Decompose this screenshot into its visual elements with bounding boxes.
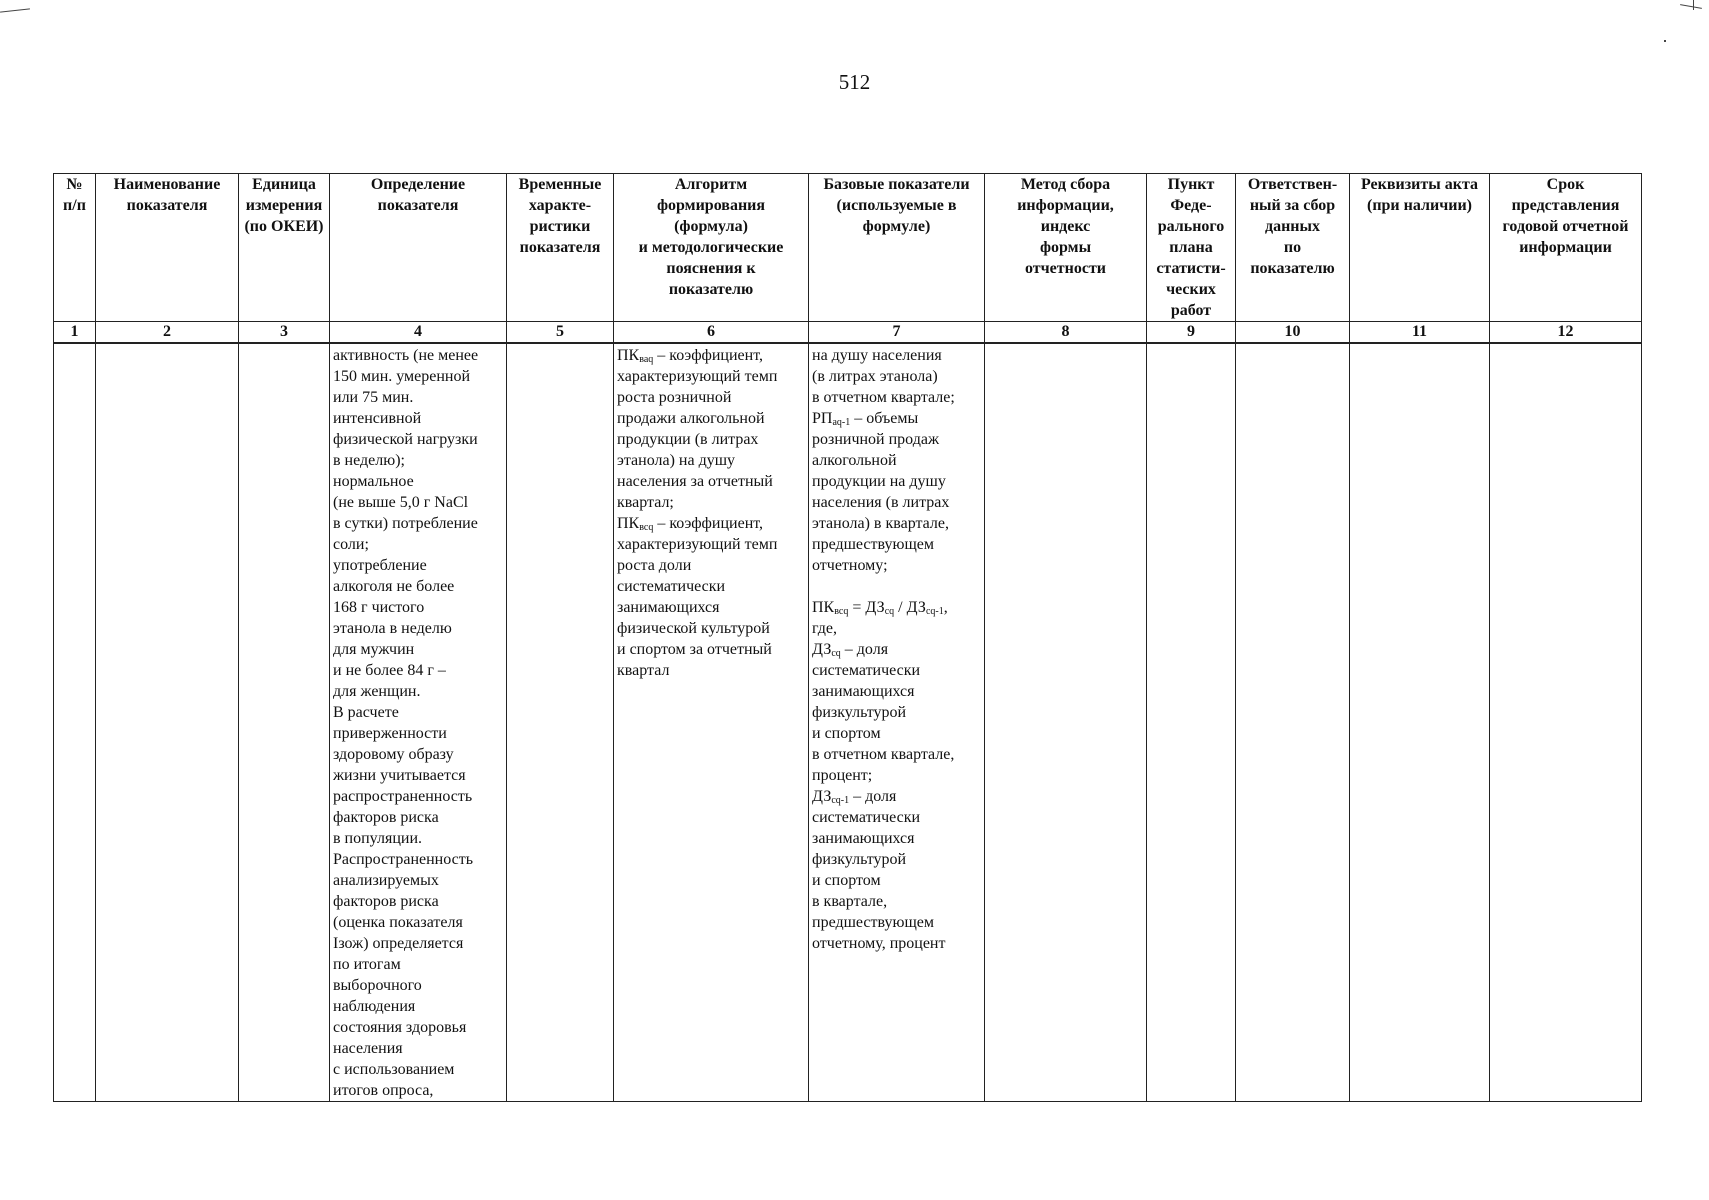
definition-text-line: приверженности xyxy=(333,725,447,742)
text-run: на душу населения xyxy=(812,347,942,364)
definition-text-line: для женщин. xyxy=(333,683,421,700)
definition-text-line: итогов опроса, xyxy=(333,1082,434,1099)
base-indicator-text-line xyxy=(812,513,982,534)
header-text-line: (при наличии) xyxy=(1366,197,1472,214)
scan-edge-mark xyxy=(0,8,30,12)
header-cell-definition xyxy=(330,174,507,322)
header-text-line: Пункт xyxy=(1167,176,1215,193)
header-text-line: формирования xyxy=(656,197,766,214)
cell-method xyxy=(985,343,1147,1102)
algorithm-text-line xyxy=(617,513,806,534)
algorithm-text-line xyxy=(617,408,806,429)
header-text-line: Алгоритм xyxy=(674,176,748,193)
text-run: в отчетном квартале, xyxy=(812,746,955,763)
definition-text-line: в популяции. xyxy=(333,830,423,847)
header-text-line: Наименование xyxy=(113,176,221,193)
text-run: систематически xyxy=(812,809,921,826)
definition-text-line: Распространенность xyxy=(333,851,474,868)
column-number: 5 xyxy=(507,322,614,344)
cell-num xyxy=(54,343,96,1102)
definition-text-line: 150 мин. умеренной xyxy=(333,368,471,385)
text-run: = ДЗ xyxy=(848,599,885,616)
header-cell-base-indicators xyxy=(809,174,985,322)
text-run: занимающихся xyxy=(617,599,720,616)
header-text-line: ческих xyxy=(1166,281,1216,298)
subscript: аq-1 xyxy=(832,417,851,428)
column-number: 6 xyxy=(614,322,809,344)
column-number: 2 xyxy=(96,322,239,344)
header-text-line: по xyxy=(1283,239,1302,256)
definition-text-line: в сутки) потребление xyxy=(333,515,478,532)
header-cell-plan-item xyxy=(1147,174,1236,322)
cell-deadline xyxy=(1490,343,1642,1102)
definition-text-line: употребление xyxy=(333,557,427,574)
header-row xyxy=(54,174,1642,322)
text-run: физической культурой xyxy=(617,620,770,637)
subscript: сq-1 xyxy=(925,606,944,617)
definition-text-line: этанола в неделю xyxy=(333,620,452,637)
header-text-line: измерения xyxy=(245,197,323,214)
column-number: 4 xyxy=(330,322,507,344)
base-indicator-text-line xyxy=(812,849,982,870)
base-indicator-text-line xyxy=(812,597,982,618)
column-number: 1 xyxy=(54,322,96,344)
scan-edge-mark xyxy=(1680,4,1702,9)
header-cell-method xyxy=(985,174,1147,322)
definition-text-line: анализируемых xyxy=(333,872,439,889)
text-run: населения за отчетный xyxy=(617,473,773,490)
cell-unit xyxy=(239,343,330,1102)
definition-text-line: факторов риска xyxy=(333,809,439,826)
text-run: и спортом за отчетный xyxy=(617,641,772,658)
header-text-line: Ответствен- xyxy=(1247,176,1338,193)
base-indicator-text-line xyxy=(812,639,982,660)
definition-text-line: нормальное xyxy=(333,473,414,490)
scan-speck xyxy=(1664,40,1666,42)
definition-text-line: или 75 мин. xyxy=(333,389,414,406)
text-run: РП xyxy=(812,410,833,427)
base-indicator-text-line xyxy=(812,828,982,849)
base-indicator-text-line xyxy=(812,765,982,786)
definition-text-line: (не выше 5,0 г NaCl xyxy=(333,494,469,511)
text-run: ДЗ xyxy=(812,641,832,658)
header-text-line: и методологические xyxy=(638,239,784,256)
definition-text-line: и не более 84 г – xyxy=(333,662,446,679)
definition-text-line: наблюдения xyxy=(333,998,416,1015)
header-text-line: показателя xyxy=(126,197,208,214)
cell-act-details xyxy=(1350,343,1490,1102)
base-indicator-text-line xyxy=(812,429,982,450)
text-run: занимающихся xyxy=(812,830,915,847)
base-indicator-text-line xyxy=(812,744,982,765)
header-text-line: (формула) xyxy=(674,218,748,235)
text-run: характеризующий темп xyxy=(617,368,778,385)
header-text-line: представления xyxy=(1511,197,1620,214)
base-indicator-text-line xyxy=(812,786,982,807)
definition-text-line: с использованием xyxy=(333,1061,455,1078)
header-text-line: ристики xyxy=(529,218,591,235)
text-run: населения (в литрах xyxy=(812,494,950,511)
header-cell-responsible xyxy=(1236,174,1350,322)
text-run: отчетному, процент xyxy=(812,935,946,952)
definition-text-line: активность (не менее xyxy=(333,347,479,364)
text-run: где, xyxy=(812,620,838,637)
base-indicator-text-line xyxy=(812,681,982,702)
cell-responsible xyxy=(1236,343,1350,1102)
cell-plan-item xyxy=(1147,343,1236,1102)
text-run: квартал xyxy=(617,662,670,679)
definition-text-line: распространенность xyxy=(333,788,473,805)
base-indicator-text-line xyxy=(812,387,982,408)
text-run: ПК xyxy=(617,515,640,532)
text-run: продукции (в литрах xyxy=(617,431,759,448)
text-run: и спортом xyxy=(812,872,881,889)
base-indicator-text-line xyxy=(812,408,982,429)
column-number: 7 xyxy=(809,322,985,344)
text-run: этанола) в квартале, xyxy=(812,515,949,532)
column-number-row xyxy=(54,322,1642,344)
header-text-line: показателя xyxy=(377,197,459,214)
definition-text-line: физической нагрузки xyxy=(333,431,478,448)
text-run: ПК xyxy=(812,599,835,616)
text-run: систематически xyxy=(812,662,921,679)
header-text-line: показателю xyxy=(668,281,754,298)
text-run: предшествующем xyxy=(812,536,935,553)
column-number: 10 xyxy=(1236,322,1350,344)
text-run: – коэффициент, xyxy=(653,347,763,364)
base-indicator-text-line xyxy=(812,618,982,639)
header-text-line: работ xyxy=(1170,302,1212,319)
header-text-line: информации, xyxy=(1017,197,1114,214)
header-cell-time xyxy=(507,174,614,322)
subscript: ваq xyxy=(639,354,654,365)
text-run: – коэффициент, xyxy=(653,515,764,532)
header-cell-num xyxy=(54,174,96,322)
header-text-line: № xyxy=(66,176,83,193)
text-run: занимающихся xyxy=(812,683,915,700)
header-text-line: Срок xyxy=(1546,176,1585,193)
text-run: – объемы xyxy=(850,410,919,427)
header-text-line: индекс xyxy=(1040,218,1091,235)
column-number: 8 xyxy=(985,322,1147,344)
text-run: (в литрах этанола) xyxy=(812,368,938,385)
algorithm-text-line xyxy=(617,345,806,366)
header-text-line: Феде- xyxy=(1170,197,1212,214)
header-text-line: Определение xyxy=(370,176,466,193)
subscript: всq xyxy=(834,606,849,617)
text-run: ПК xyxy=(617,347,640,364)
base-indicator-text-line xyxy=(812,471,982,492)
header-text-line: Метод сбора xyxy=(1020,176,1111,193)
header-text-line: годовой отчетной xyxy=(1502,218,1629,235)
header-text-line: показателю xyxy=(1250,260,1335,277)
header-text-line: Базовые показатели xyxy=(823,176,970,193)
header-cell-deadline xyxy=(1490,174,1642,322)
base-indicator-text-line xyxy=(812,366,982,387)
algorithm-text-line xyxy=(617,492,806,513)
text-run: роста доли xyxy=(617,557,692,574)
text-run: этанола) на душу xyxy=(617,452,736,469)
cell-name xyxy=(96,343,239,1102)
text-run: / ДЗ xyxy=(894,599,926,616)
algorithm-text-line xyxy=(617,534,806,555)
header-text-line: показателя xyxy=(519,239,601,256)
header-text-line: данных xyxy=(1264,218,1321,235)
header-text-line: рального xyxy=(1157,218,1225,235)
definition-text-line: по итогам xyxy=(333,956,401,973)
text-run: предшествующем xyxy=(812,914,935,931)
text-run: физкультурой xyxy=(812,704,907,721)
text-run: – доля xyxy=(840,641,889,658)
definition-text-line: состояния здоровья xyxy=(333,1019,467,1036)
header-text-line: статисти- xyxy=(1156,260,1226,277)
column-number: 9 xyxy=(1147,322,1236,344)
header-cell-act-details xyxy=(1350,174,1490,322)
text-run: физкультурой xyxy=(812,851,907,868)
base-indicator-text-line xyxy=(812,555,982,576)
header-text-line: (используемые в xyxy=(836,197,957,214)
algorithm-text-line xyxy=(617,429,806,450)
scan-edge-mark xyxy=(1693,0,1694,10)
algorithm-text-line xyxy=(617,618,806,639)
column-number: 11 xyxy=(1350,322,1490,344)
column-number: 3 xyxy=(239,322,330,344)
definition-text-line: в неделю); xyxy=(333,452,405,469)
base-indicator-text-line xyxy=(812,870,982,891)
header-text-line: пояснения к xyxy=(666,260,756,277)
header-text-line: формуле) xyxy=(862,218,931,235)
definition-text-line: 168 г чистого xyxy=(333,599,425,616)
header-text-line: ный за сбор xyxy=(1249,197,1336,214)
definition-text-line: для мужчин xyxy=(333,641,415,658)
algorithm-text-line xyxy=(617,471,806,492)
cell-definition xyxy=(330,343,507,1102)
header-cell-algorithm xyxy=(614,174,809,322)
base-indicator-text-line xyxy=(812,702,982,723)
text-run: отчетному; xyxy=(812,557,888,574)
header-text-line: информации xyxy=(1519,239,1612,256)
subscript: сq xyxy=(831,648,841,659)
definition-text-line: Iзож) определяется xyxy=(333,935,464,952)
algorithm-text-line xyxy=(617,660,806,681)
header-cell-name xyxy=(96,174,239,322)
base-indicator-text-line xyxy=(812,912,982,933)
cell-time xyxy=(507,343,614,1102)
table-row xyxy=(54,343,1642,1102)
text-run: процент; xyxy=(812,767,873,784)
base-indicator-text-line xyxy=(812,723,982,744)
algorithm-text-line xyxy=(617,639,806,660)
header-text-line: отчетности xyxy=(1024,260,1107,277)
text-run: , xyxy=(943,599,948,616)
text-run: и спортом xyxy=(812,725,881,742)
text-run: роста розничной xyxy=(617,389,732,406)
subscript: всq xyxy=(639,522,654,533)
definition-text-line: соли; xyxy=(333,536,369,553)
text-run: в квартале, xyxy=(812,893,888,910)
definition-text-line: факторов риска xyxy=(333,893,439,910)
header-cell-unit xyxy=(239,174,330,322)
text-run: алкогольной xyxy=(812,452,897,469)
definition-text-line: выборочного xyxy=(333,977,422,994)
header-text-line: Реквизиты акта xyxy=(1360,176,1478,193)
header-text-line: характе- xyxy=(528,197,592,214)
algorithm-text-line xyxy=(617,366,806,387)
header-text-line: Временные xyxy=(518,176,602,193)
definition-text-line: населения xyxy=(333,1040,403,1057)
subscript: сq xyxy=(884,606,895,617)
header-text-line: (по ОКЕИ) xyxy=(244,218,324,235)
definition-text-line: В расчете xyxy=(333,704,399,721)
base-indicator-text-line xyxy=(812,345,982,366)
algorithm-text-line xyxy=(617,387,806,408)
definition-text-line: здоровому образу xyxy=(333,746,454,763)
text-run: систематически xyxy=(617,578,726,595)
base-indicator-text-line xyxy=(812,450,982,471)
algorithm-text-line xyxy=(617,597,806,618)
algorithm-text-line xyxy=(617,555,806,576)
header-text-line: Единица xyxy=(252,176,316,193)
algorithm-text-line xyxy=(617,450,806,471)
base-indicator-text-line xyxy=(812,807,982,828)
text-run: продажи алкогольной xyxy=(617,410,765,427)
base-indicator-text-line xyxy=(812,891,982,912)
header-text-line: формы xyxy=(1039,239,1092,256)
algorithm-text-line xyxy=(617,576,806,597)
header-text-line: п/п xyxy=(63,197,86,214)
text-run: ДЗ xyxy=(812,788,832,805)
header-text-line: плана xyxy=(1169,239,1213,256)
text-run: характеризующий темп xyxy=(617,536,778,553)
text-run: – доля xyxy=(849,788,897,805)
text-run: розничной продаж xyxy=(812,431,940,448)
cell-algorithm xyxy=(614,343,809,1102)
definition-text-line: интенсивной xyxy=(333,410,422,427)
base-indicator-text-line xyxy=(812,534,982,555)
subscript: сq-1 xyxy=(831,795,850,806)
definition-text-line: алкоголя не более xyxy=(333,578,455,595)
base-indicator-text-line xyxy=(812,492,982,513)
definition-text-line: жизни учитывается xyxy=(333,767,466,784)
text-run: квартал; xyxy=(617,494,674,511)
indicator-table xyxy=(53,173,1642,1102)
definition-text-line: (оценка показателя xyxy=(333,914,463,931)
text-run: продукции на душу xyxy=(812,473,946,490)
base-indicator-text-line xyxy=(812,576,982,597)
text-run: в отчетном квартале; xyxy=(812,389,955,406)
base-indicator-text-line xyxy=(812,933,982,954)
column-number: 12 xyxy=(1490,322,1642,344)
cell-base-indicators xyxy=(809,343,985,1102)
page-number: 512 xyxy=(838,70,871,94)
base-indicator-text-line xyxy=(812,660,982,681)
